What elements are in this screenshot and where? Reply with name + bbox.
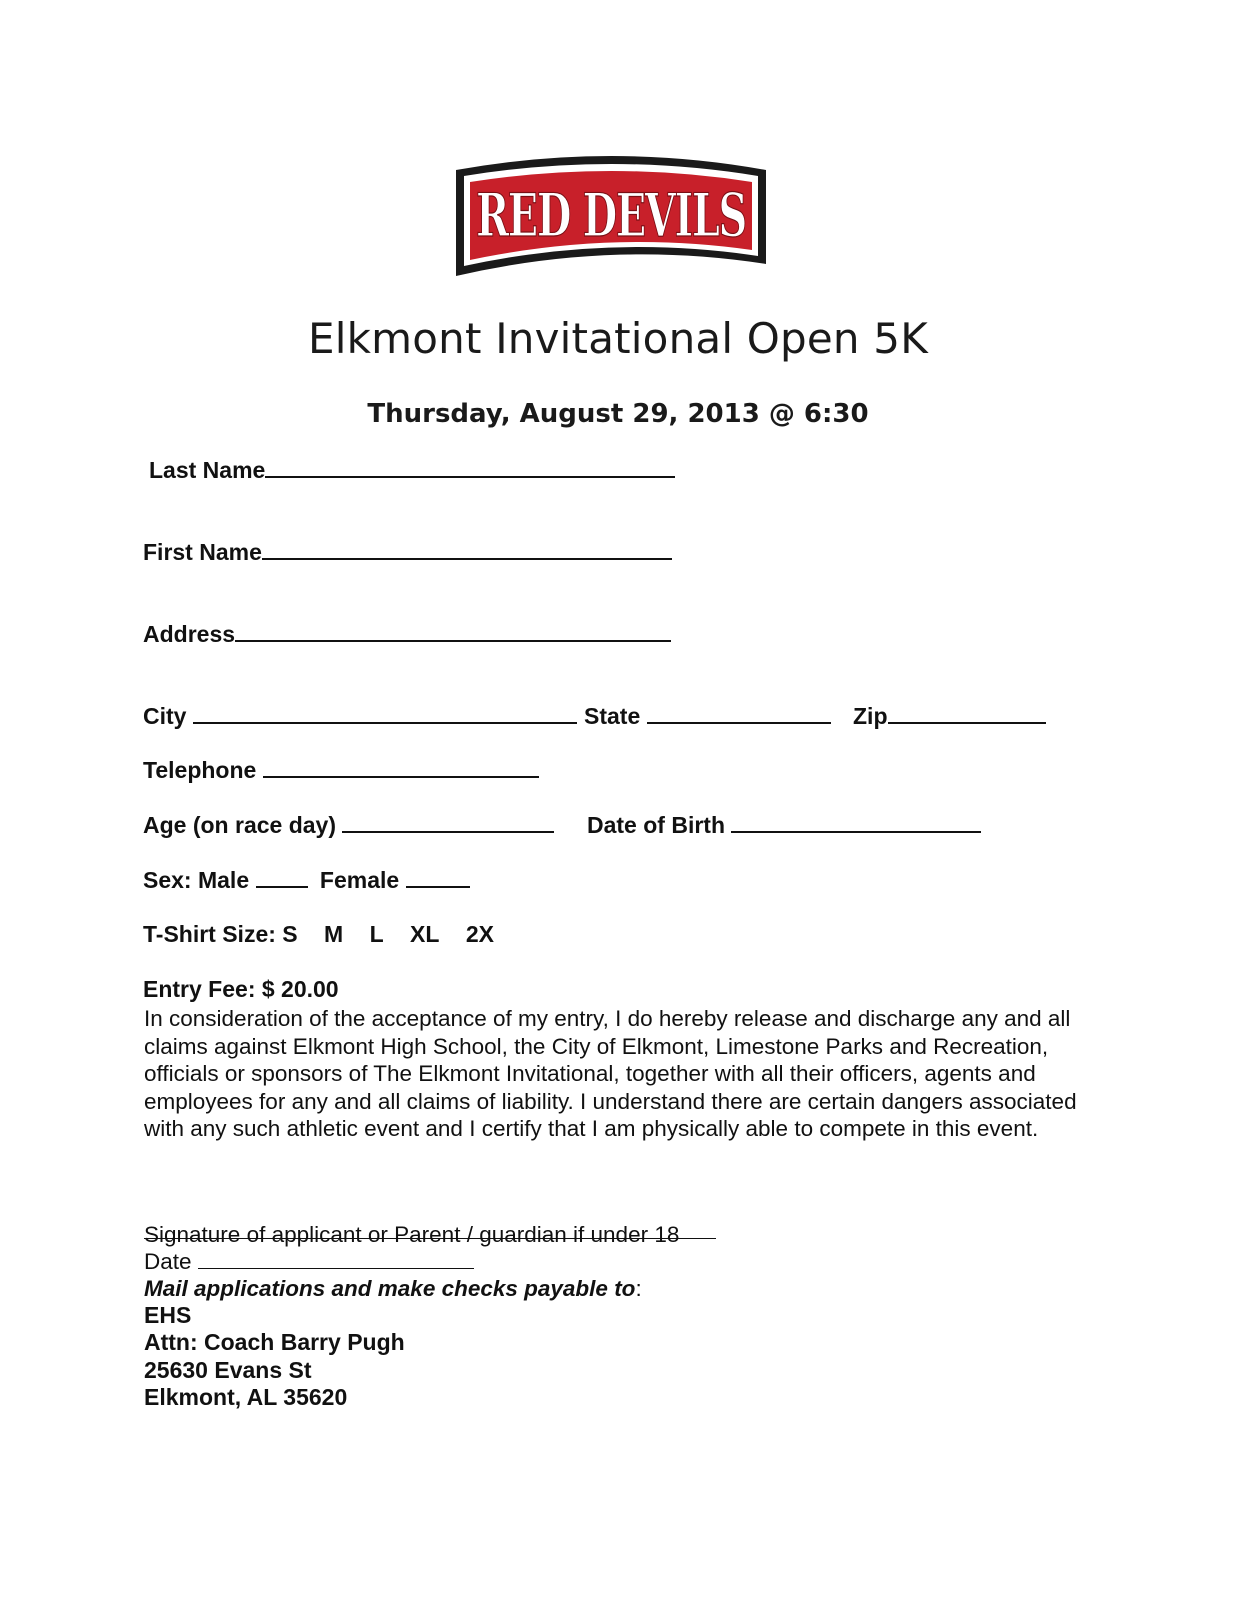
dob-field[interactable] — [587, 811, 981, 839]
state-field[interactable] — [584, 702, 831, 730]
telephone-line[interactable] — [263, 758, 539, 778]
mail-colon: : — [635, 1276, 642, 1301]
mail-label: Mail applications and make checks payable to — [144, 1276, 636, 1301]
city-line[interactable] — [193, 704, 577, 724]
first-name-label: First Name — [143, 539, 262, 565]
page-title: Elkmont Invitational Open 5K — [308, 314, 928, 363]
male-blank[interactable] — [256, 868, 308, 888]
first-name-field[interactable] — [143, 538, 672, 566]
address-line-4: Elkmont, AL 35620 — [144, 1384, 348, 1410]
telephone-label: Telephone — [143, 757, 257, 783]
tshirt-label: T-Shirt Size: — [143, 921, 276, 947]
age-field[interactable] — [143, 811, 554, 839]
first-name-line[interactable] — [262, 540, 672, 560]
zip-field[interactable] — [853, 702, 1046, 730]
size-option[interactable]: S — [282, 921, 298, 947]
zip-line[interactable] — [888, 704, 1046, 724]
svg-text:RED DEVILS: RED DEVILS — [476, 181, 746, 251]
date-line[interactable] — [198, 1252, 474, 1269]
zip-label: Zip — [853, 703, 888, 729]
size-option[interactable]: L — [369, 921, 384, 947]
event-date: Thursday, August 29, 2013 @ 6:30 — [367, 399, 869, 429]
tshirt-field — [143, 920, 494, 948]
address-line-1: EHS — [144, 1302, 192, 1328]
waiver-text: In consideration of the acceptance of my entry, I do hereby release and discharge any and all claims against Elkmont High School, the City of Elkmont, Limestone Parks and Recreation, officials or sponsors of The Elkmont Invitational, together with all their officers, agents and employees for any and all claims of liability. I understand there are certain dangers associated with any such athletic event and I certify that I am physically able to compete in this event. — [144, 1006, 1077, 1142]
female-blank[interactable] — [406, 868, 470, 888]
date-field[interactable] — [144, 1248, 474, 1275]
address-line-3: 25630 Evans St — [144, 1357, 312, 1383]
size-option[interactable]: XL — [410, 921, 440, 947]
address-line-2: Attn: Coach Barry Pugh — [144, 1329, 405, 1355]
dob-line[interactable] — [731, 813, 981, 833]
state-label: State — [584, 703, 641, 729]
last-name-field[interactable] — [149, 456, 675, 484]
last-name-line[interactable] — [265, 458, 675, 478]
age-line[interactable] — [342, 813, 554, 833]
sex-label: Sex: — [143, 867, 192, 893]
female-label: Female — [319, 867, 400, 893]
size-option[interactable]: M — [324, 921, 344, 947]
signature-label: Signature of applicant or Parent / guardian if under 18 — [144, 1222, 680, 1247]
age-label: Age (on race day) — [143, 812, 336, 838]
city-label: City — [143, 703, 187, 729]
date-label: Date — [144, 1249, 192, 1274]
city-field[interactable] — [143, 702, 577, 730]
mail-instructions — [144, 1275, 642, 1302]
male-label: Male — [197, 867, 250, 893]
telephone-field[interactable] — [143, 756, 539, 784]
entry-fee: Entry Fee: $ 20.00 — [143, 976, 339, 1002]
sex-field — [143, 866, 470, 894]
address-label: Address — [143, 621, 236, 647]
dob-label: Date of Birth — [587, 812, 725, 838]
last-name-label: Last Name — [149, 457, 266, 483]
address-field[interactable] — [143, 620, 671, 648]
size-option[interactable]: 2X — [465, 921, 494, 947]
red-devils-logo — [452, 148, 770, 280]
address-line[interactable] — [235, 622, 671, 642]
state-line[interactable] — [647, 704, 831, 724]
